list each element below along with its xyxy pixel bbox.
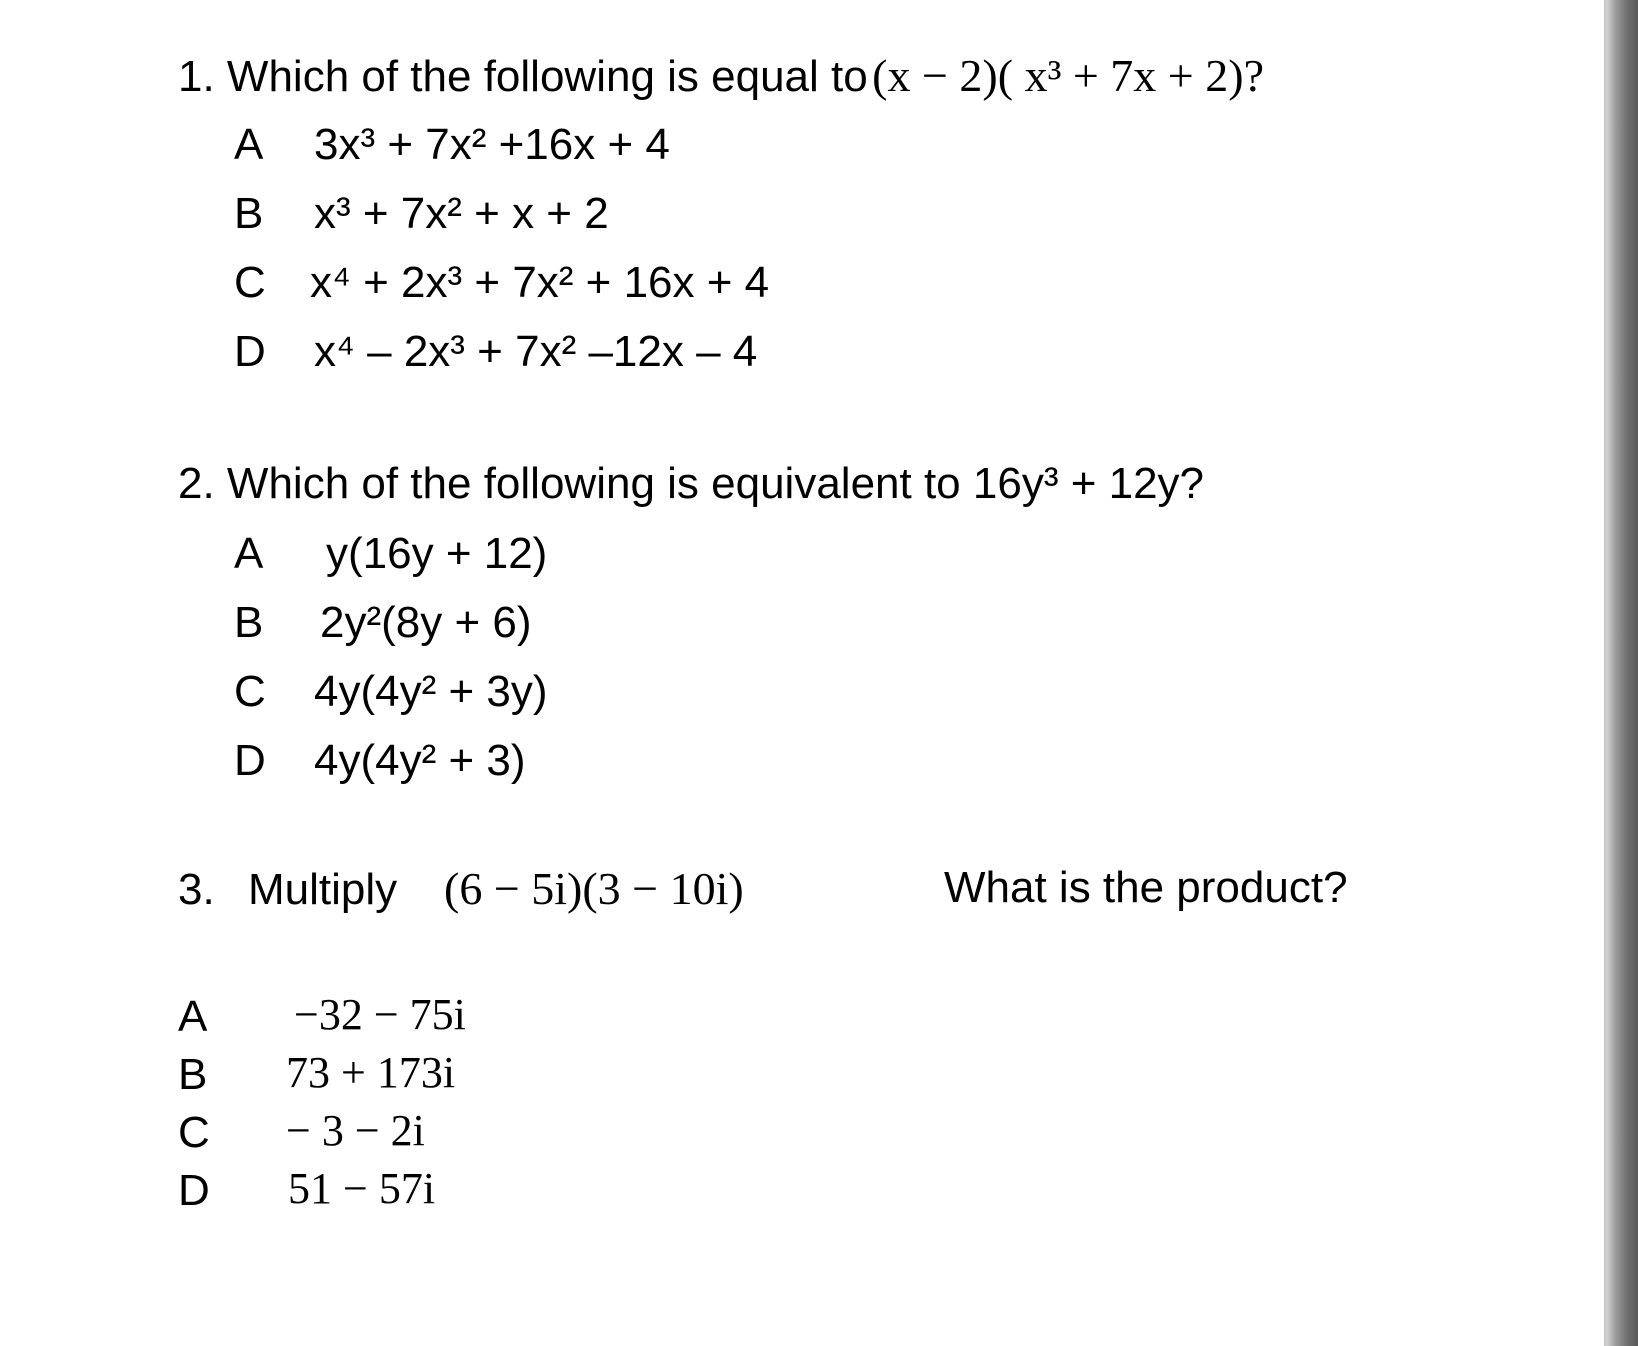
question-1-option-d-text: x⁴ – 2x³ + 7x² –12x – 4: [314, 327, 758, 376]
question-3-number: 3.: [178, 865, 215, 914]
question-1-option-b-letter: B: [234, 189, 264, 238]
question-3-option-b-letter: B: [178, 1050, 208, 1099]
question-3-verb: Multiply: [248, 865, 398, 914]
question-3-option-d-text: 51 − 57i: [288, 1164, 436, 1213]
question-1-option-d-letter: D: [234, 327, 266, 376]
question-3-question: What is the product?: [944, 863, 1348, 912]
question-1-option-c-letter: C: [234, 258, 266, 307]
question-3-option-d-letter: D: [178, 1166, 210, 1215]
question-1-prompt: 1. Which of the following is equal to: [178, 52, 868, 101]
question-3-expression: (6 − 5i)(3 − 10i): [444, 863, 744, 914]
question-3-option-a-text: −32 − 75i: [294, 990, 466, 1039]
question-3-option-c-letter: C: [178, 1108, 210, 1157]
question-2-option-d-letter: D: [234, 736, 266, 785]
question-2-option-a-text: y(16y + 12): [326, 529, 548, 578]
question-2-option-b-text: 2y²(8y + 6): [320, 598, 532, 647]
question-2-option-a-letter: A: [234, 529, 264, 578]
question-1-option-a-letter: A: [234, 120, 264, 169]
question-1-option-a-text: 3x³ + 7x² +16x + 4: [314, 120, 670, 169]
question-2-prompt: 2. Which of the following is equivalent to 16y³ + 12y?: [178, 459, 1205, 508]
question-1-option-c-text: x⁴ + 2x³ + 7x² + 16x + 4: [310, 258, 770, 307]
question-3-option-b-text: 73 + 173i: [286, 1048, 456, 1097]
question-1-option-b-text: x³ + 7x² + x + 2: [314, 189, 609, 238]
question-2-option-d-text: 4y(4y² + 3): [314, 736, 526, 785]
question-1-stem: [178, 50, 1264, 101]
question-3-option-a-letter: A: [178, 992, 208, 1041]
viewer-scroll-gutter: [1606, 0, 1638, 1346]
question-2-stem: [178, 459, 1205, 508]
question-2-option-c-letter: C: [234, 667, 266, 716]
question-3-option-c-text: − 3 − 2i: [286, 1106, 425, 1155]
question-2-option-b-letter: B: [234, 598, 264, 647]
question-1-expression: (x − 2)( x³ + 7x + 2)?: [872, 50, 1264, 101]
question-2-option-c-text: 4y(4y² + 3y): [314, 667, 548, 716]
